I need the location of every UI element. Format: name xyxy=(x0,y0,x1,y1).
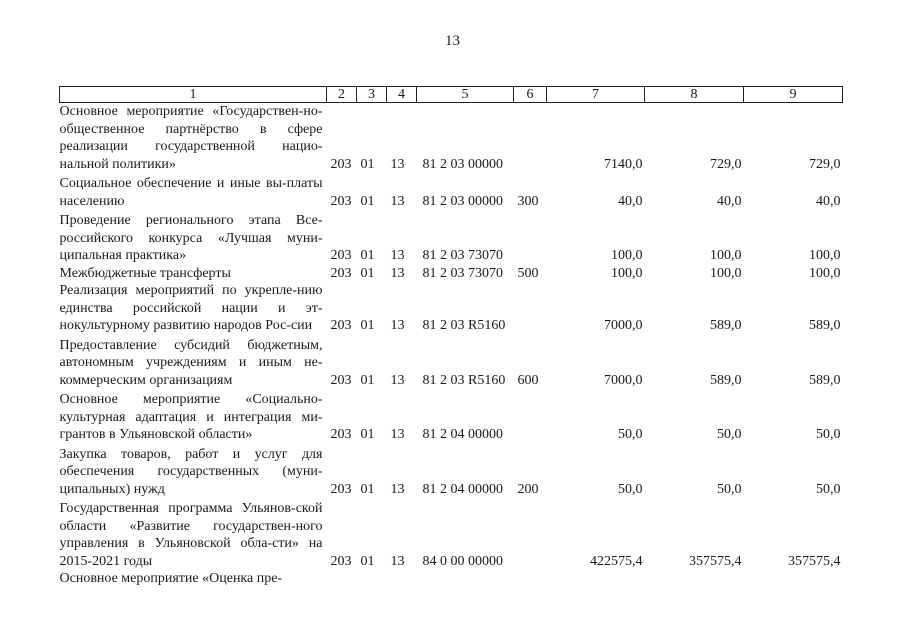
row-expense-type xyxy=(514,570,547,588)
row-section-code: 01 xyxy=(360,481,375,497)
row-ministry-code: 203 xyxy=(330,156,352,172)
header-row xyxy=(60,87,843,103)
row-target-code: 81 2 04 00000 xyxy=(422,481,503,497)
row-subsection-code: 13 xyxy=(390,427,405,442)
row-amount-8: 50,0 xyxy=(717,481,742,497)
row-target-code: 81 2 03 R5160 xyxy=(422,318,506,333)
column-header-4: 4 xyxy=(387,87,417,103)
row-amount-8: 589,0 xyxy=(710,372,742,388)
row-ministry-code: 203 xyxy=(330,427,352,442)
row-amount-7: 7140,0 xyxy=(604,156,643,172)
row-expense-type xyxy=(514,500,547,570)
row-amount-9: 50,0 xyxy=(816,481,841,497)
table-row xyxy=(60,175,843,212)
row-ministry-code: 203 xyxy=(330,372,352,388)
row-expense-type xyxy=(514,212,547,265)
row-target-code: 84 0 00 00000 xyxy=(422,553,503,569)
column-header-5: 5 xyxy=(417,87,514,103)
row-amount-9: 589,0 xyxy=(809,318,841,333)
row-expense-type: 500 xyxy=(517,265,539,281)
row-name: Проведение регионального этапа Все-российского конкурса «Лучшая муни-ципальная практика» xyxy=(59,213,323,263)
table-row xyxy=(60,391,843,446)
row-subsection-code: 13 xyxy=(390,248,405,263)
table-row xyxy=(60,103,843,176)
row-name: Основное мероприятие «Оценка пре- xyxy=(59,571,283,586)
row-amount-7 xyxy=(547,570,645,588)
row-section-code: 01 xyxy=(360,193,375,209)
row-amount-9: 40,0 xyxy=(816,193,841,209)
row-section-code: 01 xyxy=(360,372,375,388)
row-amount-7: 50,0 xyxy=(618,427,643,442)
column-header-6: 6 xyxy=(514,87,547,103)
table-row xyxy=(60,212,843,265)
table-body xyxy=(60,103,843,588)
table-row xyxy=(60,337,843,392)
row-amount-7: 40,0 xyxy=(618,193,643,209)
row-amount-8: 357575,4 xyxy=(689,553,742,569)
row-amount-7: 50,0 xyxy=(618,481,643,497)
row-amount-7: 100,0 xyxy=(611,248,643,263)
row-section-code: 01 xyxy=(360,318,375,333)
table-header xyxy=(60,87,843,103)
row-expense-type xyxy=(514,282,547,337)
row-section-code: 01 xyxy=(360,427,375,442)
row-ministry-code: 203 xyxy=(330,265,352,281)
row-ministry-code xyxy=(327,570,357,588)
row-target-code: 81 2 03 00000 xyxy=(422,156,503,172)
row-ministry-code: 203 xyxy=(330,481,352,497)
row-amount-9: 100,0 xyxy=(809,248,841,263)
row-target-code: 81 2 03 73070 xyxy=(422,265,503,281)
row-subsection-code: 13 xyxy=(390,481,405,497)
row-amount-8: 50,0 xyxy=(717,427,742,442)
row-amount-9 xyxy=(744,570,843,588)
table-row xyxy=(60,265,843,283)
row-ministry-code: 203 xyxy=(330,318,352,333)
row-subsection-code: 13 xyxy=(390,156,405,172)
row-ministry-code: 203 xyxy=(330,193,352,209)
row-target-code: 81 2 03 R5160 xyxy=(422,372,506,388)
column-header-8: 8 xyxy=(645,87,744,103)
row-subsection-code: 13 xyxy=(390,318,405,333)
row-name: Межбюджетные трансферты xyxy=(59,265,231,281)
row-subsection-code xyxy=(387,570,417,588)
row-target-code: 81 2 03 00000 xyxy=(422,193,503,209)
table-row xyxy=(60,570,843,588)
column-header-2: 2 xyxy=(327,87,357,103)
column-header-7: 7 xyxy=(547,87,645,103)
column-header-3: 3 xyxy=(357,87,387,103)
row-amount-8 xyxy=(645,570,744,588)
row-amount-8: 589,0 xyxy=(710,318,742,333)
row-subsection-code: 13 xyxy=(390,372,405,388)
row-name: Закупка товаров, работ и услуг для обеспечения государственных (муни-ципальных) нужд xyxy=(59,446,323,497)
row-subsection-code: 13 xyxy=(390,193,405,209)
row-name: Реализация мероприятий по укрепле-нию единства российской нации и эт-нокультурному развитию народов Рос-сии xyxy=(59,283,323,333)
row-ministry-code: 203 xyxy=(330,248,352,263)
row-name: Государственная программа Ульянов-ской области «Развитие государствен-ного управления в Ульяновской обла-сти» на 2015-2021 годы xyxy=(59,501,323,569)
row-amount-8: 40,0 xyxy=(717,193,742,209)
row-subsection-code: 13 xyxy=(390,265,405,281)
row-subsection-code: 13 xyxy=(390,553,405,569)
table-row xyxy=(60,500,843,570)
row-ministry-code: 203 xyxy=(330,553,352,569)
row-section-code: 01 xyxy=(360,156,375,172)
row-amount-7: 7000,0 xyxy=(604,372,643,388)
table-row xyxy=(60,446,843,501)
row-amount-9: 50,0 xyxy=(816,427,841,442)
row-name: Предоставление субсидий бюджетным, автономным учреждениям и иным не-коммерческим организациям xyxy=(59,337,323,388)
column-header-1: 1 xyxy=(60,87,327,103)
row-target-code xyxy=(417,570,514,588)
row-amount-8: 100,0 xyxy=(710,248,742,263)
row-section-code xyxy=(357,570,387,588)
row-amount-8: 729,0 xyxy=(710,156,742,172)
row-amount-8: 100,0 xyxy=(710,265,742,281)
row-expense-type xyxy=(514,103,547,176)
row-name: Основное мероприятие «Государствен-но-общественное партнёрство в сфере реализации государственной нацио-нальной политики» xyxy=(59,104,323,172)
row-expense-type: 300 xyxy=(517,193,539,209)
row-section-code: 01 xyxy=(360,553,375,569)
row-amount-9: 589,0 xyxy=(809,372,841,388)
page-number: 13 xyxy=(445,33,460,49)
row-amount-9: 357575,4 xyxy=(788,553,841,569)
column-header-9: 9 xyxy=(744,87,843,103)
table-row xyxy=(60,282,843,337)
row-name: Основное мероприятие «Социально-культурная адаптация и интеграция ми-грантов в Ульяновской области» xyxy=(59,392,323,442)
row-amount-7: 7000,0 xyxy=(604,318,643,333)
row-section-code: 01 xyxy=(360,248,375,263)
row-amount-9: 100,0 xyxy=(809,265,841,281)
row-expense-type: 200 xyxy=(517,481,539,497)
budget-table xyxy=(59,86,843,588)
row-expense-type xyxy=(514,391,547,446)
row-amount-9: 729,0 xyxy=(809,156,841,172)
row-amount-7: 422575,4 xyxy=(590,553,643,569)
row-name: Социальное обеспечение и иные вы-платы населению xyxy=(59,176,323,209)
row-target-code: 81 2 04 00000 xyxy=(422,427,503,442)
row-amount-7: 100,0 xyxy=(611,265,643,281)
row-section-code: 01 xyxy=(360,265,375,281)
row-expense-type: 600 xyxy=(517,372,539,388)
row-target-code: 81 2 03 73070 xyxy=(422,248,503,263)
